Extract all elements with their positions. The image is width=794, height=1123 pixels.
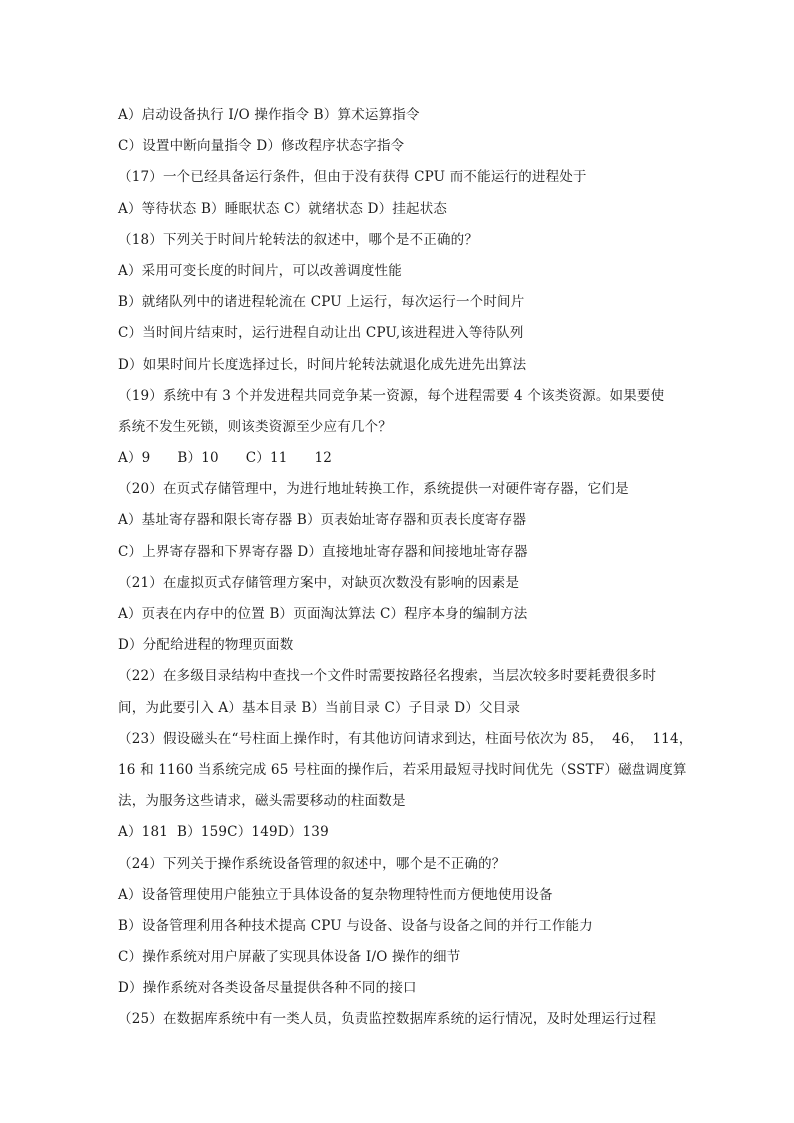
question-19: （19）系统中有 3 个并发进程共同竞争某一资源，每个进程需要 4 个该类资源。如果要使 bbox=[118, 387, 665, 404]
text-line: B）设备管理利用各种技术提高 CPU 与设备、设备与设备之间的并行工作能力 bbox=[118, 917, 593, 934]
text-line: C）操作系统对用户屏蔽了实现具体设备 I/O 操作的细节 bbox=[118, 949, 461, 966]
text-line: 系统不发生死锁，则该类资源至少应有几个？ bbox=[118, 418, 392, 435]
text-line: C）上界寄存器和下界寄存器 D）直接地址寄存器和间接地址寄存器 bbox=[118, 543, 528, 560]
text-line: A）采用可变长度的时间片，可以改善调度性能 bbox=[118, 262, 402, 279]
text-line: C）当时间片结束时，运行进程自动让出 CPU,该进程进入等待队列 bbox=[118, 325, 524, 342]
text-line: A）基址寄存器和限长寄存器 B）页表始址寄存器和页表长度寄存器 bbox=[118, 512, 527, 529]
text-line: A）设备管理使用户能独立于具体设备的复杂物理特性而方便地使用设备 bbox=[118, 886, 553, 903]
text-line: A）9 B）10 C）11 12 bbox=[118, 450, 333, 467]
text-line: D）分配给进程的物理页面数 bbox=[118, 637, 294, 654]
document-body bbox=[118, 100, 693, 1036]
question-17: （17）一个已经具备运行条件，但由于没有获得 CPU 而不能运行的进程处于 bbox=[118, 169, 587, 186]
question-20: （20）在页式存储管理中，为进行地址转换工作，系统提供一对硬件寄存器，它们是 bbox=[118, 481, 629, 498]
question-24: （24）下列关于操作系统设备管理的叙述中，哪个是不正确的？ bbox=[118, 855, 506, 872]
text-line: D）如果时间片长度选择过长，时间片轮转法就退化成先进先出算法 bbox=[118, 356, 527, 373]
text-line: 法，为服务这些请求，磁头需要移动的柱面数是 bbox=[118, 793, 406, 810]
text-line: C）设置中断向量指令 D）修改程序状态字指令 bbox=[118, 138, 405, 155]
question-21: （21）在虚拟页式存储管理方案中，对缺页次数没有影响的因素是 bbox=[118, 574, 520, 591]
text-line: A）等待状态 B）睡眠状态 C）就绪状态 D）挂起状态 bbox=[118, 200, 448, 217]
question-23: （23）假设磁头在“号柱面上操作时，有其他访问请求到达，柱面号依次为 85， 46， 114， bbox=[118, 730, 693, 747]
text-line: 间，为此要引入 A）基本目录 B）当前目录 C）子目录 D）父目录 bbox=[118, 699, 521, 716]
text-line: A）181 B）159C）149D）139 bbox=[118, 824, 329, 841]
text-line: B）就绪队列中的诸进程轮流在 CPU 上运行，每次运行一个时间片 bbox=[118, 294, 525, 311]
text-line: D）操作系统对各类设备尽量提供各种不同的接口 bbox=[118, 980, 417, 997]
text-line: 16 和 1160 当系统完成 65 号柱面的操作后，若采用最短寻找时间优先（SSTF）磁盘调度算 bbox=[118, 761, 687, 778]
question-22: （22）在多级目录结构中查找一个文件时需要按路径名搜索，当层次较多时要耗费很多时 bbox=[118, 668, 657, 685]
text-line: A）启动设备执行 I/O 操作指令 B）算术运算指令 bbox=[118, 107, 420, 123]
question-18: （18）下列关于时间片轮转法的叙述中，哪个是不正确的？ bbox=[118, 231, 479, 248]
question-25: （25）在数据库系统中有一类人员，负责监控数据库系统的运行情况，及时处理运行过程 bbox=[118, 1011, 657, 1028]
text-line: A）页表在内存中的位置 B）页面淘汰算法 C）程序本身的编制方法 bbox=[118, 606, 528, 622]
